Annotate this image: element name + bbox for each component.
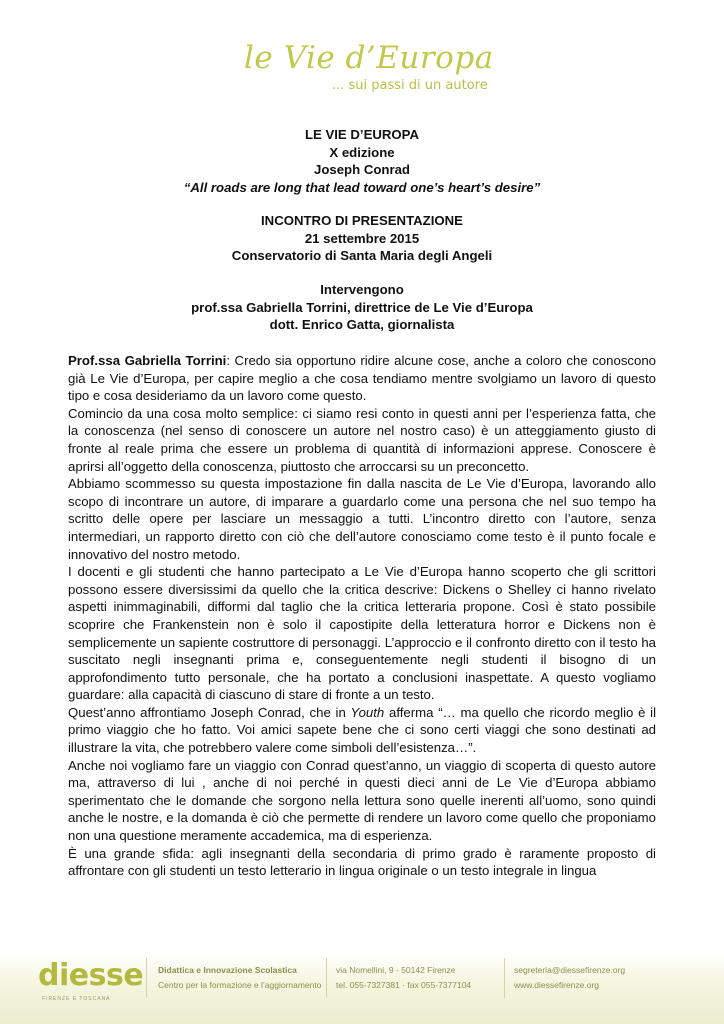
title-block [0, 126, 724, 196]
paragraph [68, 352, 656, 405]
speaker-2: dott. Enrico Gatta, giornalista [269, 317, 455, 332]
author-name: Joseph Conrad [314, 162, 410, 177]
paragraph: È una grande sfida: agli insegnanti della secondaria di primo grado è raramente proposto di affrontare con gli studenti un testo letterario in lingua originale o un testo integrale in lingua [68, 845, 656, 879]
paragraph: Anche noi vogliamo fare un viaggio con Conrad quest’anno, un viaggio di scoperta di questo autore ma, attraverso di lui , anche di noi perché in questi dieci anni de Le Vie d’Europa abbiamo sperimentato che le domande che sorgono nella lettura sono quelle inerenti all’uomo, sono quindi anche le nostre, e la domanda è ciò che permette di rendere un lavoro come quello che proponiamo non una questione meramente accademica, ma di esperienza. [68, 757, 656, 844]
logo-subtitle: ... sui passi di un autore [332, 78, 488, 93]
footer-divider [146, 958, 147, 998]
footer-phone: tel. 055-7327381 · fax 055-7377104 [336, 980, 472, 990]
footer-address: via Nomellini, 9 - 50142 Firenze [336, 965, 456, 975]
footer-divider [504, 958, 505, 998]
paragraph: Abbiamo scommesso su questa impostazione fin dalla nascita de Le Vie d’Europa, lavorando allo scopo di incontrare un autore, di imparare a guardarlo come una persona che nel suo tempo ha scritto delle opere per lasciare un messaggio a tutti. L’incontro diretto con l’autore, senza intermediari, un rapporto diretto con ciò che dell’autore conosciamo come testo è il punto focale e innovativo del nostro metodo. [68, 476, 656, 562]
speaker-1: prof.ssa Gabriella Torrini, direttrice de Le Vie d’Europa [191, 299, 533, 315]
paragraph-text: Quest’anno affrontiamo Joseph Conrad, che in [68, 704, 351, 720]
speaker-name: Prof.ssa Gabriella Torrini [68, 353, 227, 368]
event-block [0, 212, 724, 265]
book-title: Youth [350, 704, 385, 720]
diesse-logo: diesse [38, 958, 144, 993]
footer [0, 940, 724, 1024]
footer-org-line-2: Centro per la formazione e l’aggiornamento [158, 980, 322, 990]
event-title: INCONTRO DI PRESENTAZIONE [261, 213, 463, 228]
paragraph-text: afferma “… ma quello che ricordo meglio è il primo viaggio che ho fatto. Voi amici sapete bene che ci sono certi viaggi che sono destinati ad illustrare la vita, che potrebbero valere come simboli dell’esistenza…”. [68, 704, 656, 756]
event-venue: Conservatorio di Santa Maria degli Angeli [231, 248, 493, 263]
footer-email[interactable]: segreteria@diessefirenze.org [514, 965, 626, 975]
paragraph-text: : Credo sia opportuno ridire alcune cose, anche a coloro che conoscono già Le Vie d’Europa, per capire meglio a che cosa tendiamo mentre svolgiamo un lavoro di questo tipo e cosa desideriamo da un lavoro come questo. [68, 353, 657, 404]
footer-divider [326, 958, 327, 998]
header-logo [244, 40, 504, 102]
paragraph [68, 704, 656, 757]
document-title: LE VIE D’EUROPA [304, 127, 420, 142]
paragraph: I docenti e gli studenti che hanno partecipato a Le Vie d’Europa hanno scoperto che gli scrittori possono essere diversissimi da quello che la critica descrive: Dickens o Shelley ci hanno rivelato aspetti inimmaginabili, difformi dal taglio che la critica letteraria propone. Così è stato possibile scoprire che Frankenstein non è solo il capostipite della letteratura horror e Dickens non è semplicemente un sapiente costruttore di personaggi. L’approccio e il confronto diretto con il testo ha suscitato negli insegnanti prima e, conseguentemente negli studenti il bisogno di un approfondimento tutto personale, che ha portato a conclusioni inaspettate. A questo vogliamo guardare: alla capacità di ciascuno di stare di fronte a un testo. [68, 564, 656, 703]
footer-org-line-1: Didattica e Innovazione Scolastica [158, 965, 297, 975]
quote-text: “All roads are long that lead toward one’s heart’s desire” [183, 179, 541, 195]
speakers-block [0, 281, 724, 334]
event-date: 21 settembre 2015 [304, 230, 420, 246]
paragraph: Comincio da una cosa molto semplice: ci siamo resi conto in questi anni per l’esperienza fatta, che la conoscenza (nel senso di conoscere un autore nel nostro caso) è un atteggiamento giusto di fronte al reale prima che essere un problema di quantità di informazioni apprese. Conoscere è aprirsi all’oggetto della conoscenza, piuttosto che arroccarsi su un preconcetto. [68, 405, 656, 474]
speakers-heading: Intervengono [320, 282, 404, 297]
body-text [68, 352, 656, 880]
logo-title: le Vie d’Europa [244, 40, 494, 76]
diesse-tagline: FIRENZE E TOSCANA [42, 996, 111, 1002]
edition-label: X edizione [329, 144, 395, 160]
footer-website[interactable]: www.diessefirenze.org [514, 980, 600, 990]
